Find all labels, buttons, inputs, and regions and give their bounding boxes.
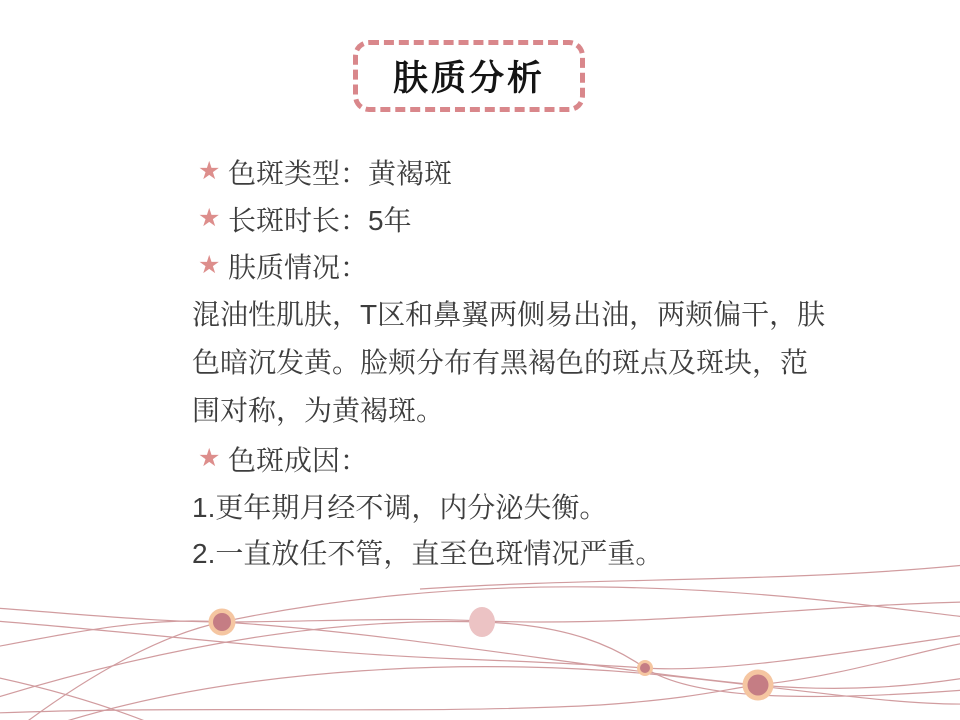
star-bullet-icon: ★ xyxy=(198,204,221,232)
spot-cause-list xyxy=(192,485,840,577)
title-box xyxy=(353,40,585,112)
wave-lines xyxy=(0,565,960,720)
list-item xyxy=(192,148,840,195)
circle-ring xyxy=(209,609,236,636)
star-bullet-icon: ★ xyxy=(198,251,221,279)
circle-core xyxy=(748,675,769,696)
circle-core xyxy=(213,613,231,631)
node-circle-b xyxy=(469,607,495,637)
circle-plain xyxy=(469,607,495,637)
star-bullet-icon: ★ xyxy=(198,444,221,472)
circle-ring xyxy=(743,670,774,701)
skin-condition-paragraph xyxy=(192,291,840,435)
list-item xyxy=(192,195,840,242)
paragraph-line: 混油性肌肤，T区和鼻翼两侧易出油，两颊偏干，肤 xyxy=(192,299,826,330)
circle-core xyxy=(640,663,650,673)
paragraph-line: 色暗沉发黄。脸颊分布有黑褐色的斑点及斑块，范 xyxy=(192,347,809,378)
node-circle-d xyxy=(743,670,774,701)
cause-line: 1.更年期月经不调，内分泌失衡。 xyxy=(192,492,608,523)
node-circle-a xyxy=(209,609,236,636)
bullet-text-skin-condition: 肤质情况： xyxy=(228,251,369,283)
bullet-text-spot-duration: 长斑时长：5年 xyxy=(228,204,412,236)
star-bullet-icon: ★ xyxy=(198,157,221,185)
circle-ring xyxy=(637,660,653,676)
node-circle-c xyxy=(637,660,653,676)
slide-content xyxy=(192,148,840,577)
page-title: 肤质分析 xyxy=(392,59,545,98)
cause-line: 2.一直放任不管，直至色斑情况严重。 xyxy=(192,538,664,569)
footer-wave-decoration xyxy=(0,555,960,720)
paragraph-line: 围对称，为黄褐斑。 xyxy=(192,395,445,426)
bullet-text-spot-type: 色斑类型：黄褐斑 xyxy=(228,157,453,189)
list-item xyxy=(192,242,840,289)
list-item xyxy=(192,435,840,482)
bullet-text-spot-cause: 色斑成因： xyxy=(228,444,369,476)
